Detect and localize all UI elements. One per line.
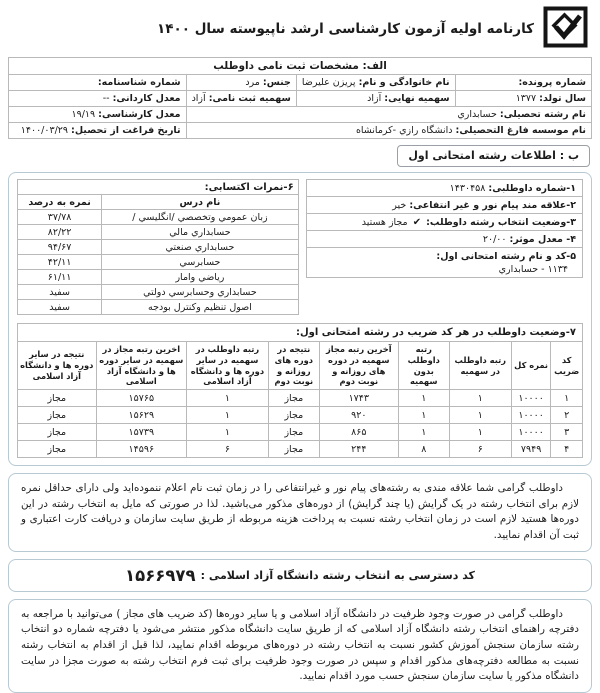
cell: ۱۴۵۹۶ (96, 441, 186, 458)
cell: ۶ (449, 441, 511, 458)
cell: مجاز (268, 441, 319, 458)
cell: ۱ (186, 424, 268, 441)
column-header: رتبه داوطلب بدون سهمیه (398, 342, 449, 390)
item-payamnoor-interest (306, 197, 582, 214)
document-header (8, 3, 592, 57)
field-value: آزاد (367, 93, 382, 104)
column-header: رتبه داوطلب در سهمیه در سایر دوره ها و دانشگاه آزاد اسلامی (186, 342, 268, 390)
note-paragraph-selection-guide: داوطلب گرامی در صورت وجود ظرفیت در دانشگاه آزاد اسلامی و یا سایر دوره‌ها (کد ضریب های مجاز ) می‌توانید با مراجعه به دفترچه راهنمای انتخاب رشته دانشگاه آزاد اسلامی که از طریق سایت دانشگاه مذکور منتشر می‌شود یا دفترچه شماره دو انتخاب رشته سازمان سنجش آموزش کشور نسبت به انتخاب رشته در دوره‌های مربوطه اقدام نمایید، لذا قبل از اقدام به انتخاب رشته نسبت به مطالعه دفترچه‌های مذکور اقدام و سپس در صورت وجود ظرفیت برای ثبت فرم انتخاب رشته به صورت مجزا در سایت دانشگاه مذکور یا سایت سازمان سنجش حسب مورد اقدام نمایید. (8, 599, 592, 693)
scores-table (17, 179, 299, 315)
field-label: ۳-وضعیت انتخاب رشته داوطلب: (426, 216, 576, 228)
section-a-table (8, 57, 592, 139)
cell: ۱ (186, 390, 268, 407)
cell: ۲۴۴ (319, 441, 398, 458)
table-row (306, 214, 582, 231)
cell: ۱۰۰۰۰ (511, 424, 551, 441)
cell: ۹۲۰ (319, 407, 398, 424)
section-b-header (8, 139, 592, 169)
column-header-percent: نمره به درصد (18, 195, 102, 210)
course-score: ۹۴/۶۷ (18, 240, 102, 255)
cell: ۸ (398, 441, 449, 458)
section-a-title: الف: مشخصات ثبت نامی داوطلب (9, 58, 592, 75)
cell: مجاز (18, 407, 97, 424)
sanjesh-logo-icon (543, 6, 588, 52)
column-header: نمره کل (511, 342, 551, 390)
table-row (18, 225, 299, 240)
course-score: ۶۱/۱۱ (18, 270, 102, 285)
field-label: شماره شناسنامه: (97, 77, 181, 88)
course-name: اصول تنظيم وكنترل بودجه (102, 300, 298, 315)
cell: ۱ (398, 407, 449, 424)
field-reg-quota (186, 91, 296, 107)
section-b-title: ب : اطلاعات رشته امتحانی اول (397, 145, 590, 167)
cell: ۳ (551, 424, 583, 441)
field-institute (186, 123, 591, 139)
check-icon: ✔ (412, 216, 422, 228)
coefficient-status-table (17, 323, 583, 458)
field-value: پریزن علیرضا (301, 77, 356, 88)
field-value: مرد (245, 77, 260, 88)
field-final-quota (296, 91, 455, 107)
field-value: آزاد (191, 93, 206, 104)
page-title: کارنامه اولیه آزمون کارشناسی ارشد ناپیوسته سال ۱۴۰۰ (157, 21, 534, 37)
cell: ۱ (449, 424, 511, 441)
cell: مجاز (18, 424, 97, 441)
field-value: ۱۴۳۰۴۵۸ (449, 182, 486, 194)
field-label: تاریخ فراغت از تحصیل: (71, 125, 181, 136)
field-id-no (9, 75, 187, 91)
cell: ۸۶۵ (319, 424, 398, 441)
access-code-box (8, 559, 592, 592)
course-name: حسابداري مالي (102, 225, 298, 240)
table-header-row (18, 195, 299, 210)
course-name: حسابرسي (102, 255, 298, 270)
field-value: ۱۱۳۴ - حسابداري (498, 263, 568, 275)
cell: مجاز (268, 390, 319, 407)
table-header-row (18, 342, 583, 390)
field-label: ۱-شماره داوطلبی: (488, 182, 576, 194)
table-row (18, 240, 299, 255)
table-row (18, 390, 583, 407)
table-row (18, 210, 299, 225)
field-label: ۵-کد و نام رشته امتحانی اول: (436, 250, 576, 262)
column-header: نتیجه در سایر دوره ها و دانشگاه آزاد اسلامی (18, 342, 97, 390)
course-score: ۸۲/۲۲ (18, 225, 102, 240)
cell: ۱ (398, 424, 449, 441)
table-row (18, 255, 299, 270)
cell: مجاز (268, 407, 319, 424)
cell: مجاز (18, 390, 97, 407)
item-exam-field (306, 248, 582, 278)
table-row (9, 107, 592, 123)
cell: ۱ (449, 407, 511, 424)
cell: ۱۵۶۲۹ (96, 407, 186, 424)
field-file-no (455, 75, 591, 91)
field-label: سهمیه نهایی: (384, 93, 450, 104)
column-header: آخرین رتبه مجاز سهمیه در دوره های روزانه و نوبت دوم (319, 342, 398, 390)
column-header-course: نام درس (102, 195, 298, 210)
field-value: ۱۹/۱۹ (71, 109, 96, 120)
field-label: نام رشته تحصیلی: (499, 109, 586, 120)
access-code-value: ۱۵۶۶۹۷۹ (125, 565, 196, 585)
exam-items-table (306, 179, 583, 278)
table-row (18, 285, 299, 300)
column-header: کد ضریب (551, 342, 583, 390)
column-header: نتیجه در دوره های روزانه و نوبت دوم (268, 342, 319, 390)
cell: ۱۵۷۶۵ (96, 390, 186, 407)
table-row (18, 441, 583, 458)
cell: ۷۹۴۹ (511, 441, 551, 458)
field-value: دانشگاه رازي -كرمانشاه (355, 125, 453, 136)
cell: ۴ (551, 441, 583, 458)
item-effective-gpa (306, 231, 582, 248)
course-score: سفید (18, 285, 102, 300)
cell: ۱ (186, 407, 268, 424)
course-name: حسابداري صنعتي (102, 240, 298, 255)
field-label: معدل کارشناسی: (98, 109, 181, 120)
note-paragraph-payamnoor: داوطلب گرامی شما علاقه مندی به رشته‌های پیام نور و غیرانتفاعی را در زمان ثبت نام اعلام ننموده‌اید ولی دارای حداقل نمره لازم برای انتخاب رشته در یک گرایش (یا چند گرایش) از دوره‌های مذکور می‌باشید. لذا در صورتی که مایل به انتخاب رشته در این دوره‌ها هستید لازم است در زمان انتخاب رشته نسبت به پرداخت هزینه مربوطه از طریق سایت سازمان و دریافت کارت اعتباری و ثبت آن اقدام نمایید. (8, 473, 592, 552)
course-name: رياضي وامار (102, 270, 298, 285)
field-value: خیر (392, 199, 407, 211)
cell: ۱ (449, 390, 511, 407)
cell: ۱ (551, 390, 583, 407)
field-name (296, 75, 455, 91)
section-b-panel (8, 172, 592, 466)
cell: ۱۰۰۰۰ (511, 390, 551, 407)
field-label: معدل کاردانی: (112, 93, 181, 104)
table-row (18, 424, 583, 441)
table-row (306, 231, 582, 248)
field-birth-year (455, 91, 591, 107)
scores-title: ۶-نمرات اکتسابی: (18, 180, 299, 195)
column-header: رتبه داوطلب در سهمیه (449, 342, 511, 390)
course-score: سفید (18, 300, 102, 315)
table-row (18, 270, 299, 285)
course-score: ۴۲/۱۱ (18, 255, 102, 270)
table-row (306, 197, 582, 214)
table-row (306, 180, 582, 197)
field-label: سال تولد: (539, 93, 586, 104)
access-code-label: کد دسترسی به انتخاب رشته دانشگاه آزاد اسلامی : (200, 568, 475, 582)
panel-columns (17, 179, 583, 315)
column-header: اخرین رتبه مجاز در سهمیه در سایر دوره ها و دانشگاه آزاد اسلامی (96, 342, 186, 390)
field-label: جنس: (262, 77, 291, 88)
item-selection-status (306, 214, 582, 231)
table-row (9, 75, 592, 91)
exam-items-box (306, 179, 583, 278)
status-badge: مجاز هستید (361, 216, 408, 228)
cell: ۱ (398, 390, 449, 407)
field-label: ۲-علاقه مند پیام نور و غیر انتفاعی: (409, 199, 576, 211)
cell: ۱۷۴۳ (319, 390, 398, 407)
field-assoc-gpa (9, 91, 187, 107)
field-major (186, 107, 591, 123)
field-label: نام موسسه فارغ التحصیلی: (455, 125, 586, 136)
field-value: ۲۰/۰۰ (482, 233, 507, 245)
field-label: نام خانوادگی و نام: (358, 77, 450, 88)
table-row (18, 407, 583, 424)
course-name: زبان عمومي وتخصصي /انگليسي / (102, 210, 298, 225)
cell: ۶ (186, 441, 268, 458)
coefficient-table-title: ۷-وضعیت داوطلب در هر کد ضریب در رشته امتحانی اول: (18, 324, 583, 342)
table-row (306, 248, 582, 278)
field-label: سهمیه ثبت نامی: (208, 93, 291, 104)
cell: ۲ (551, 407, 583, 424)
course-score: ۳۷/۷۸ (18, 210, 102, 225)
scores-box (17, 179, 299, 315)
course-name: حسابداري وحسابرسي دولتي (102, 285, 298, 300)
field-bachelor-gpa (9, 107, 187, 123)
cell: ۱۰۰۰۰ (511, 407, 551, 424)
field-label: شماره پرونده: (518, 77, 586, 88)
field-gender (186, 75, 296, 91)
field-label: ۴- معدل موثر: (509, 233, 576, 245)
field-value: -- (102, 93, 110, 104)
field-value: ۱۴۰۰/۰۳/۲۹ (20, 125, 68, 136)
cell: ۱۵۷۳۹ (96, 424, 186, 441)
item-candidate-no (306, 180, 582, 197)
field-value: حسابداري (457, 109, 497, 120)
table-row (9, 91, 592, 107)
table-row (18, 300, 299, 315)
field-value: ۱۳۷۷ (515, 93, 537, 104)
table-row (9, 123, 592, 139)
cell: مجاز (268, 424, 319, 441)
cell: مجاز (18, 441, 97, 458)
field-grad-date (9, 123, 187, 139)
